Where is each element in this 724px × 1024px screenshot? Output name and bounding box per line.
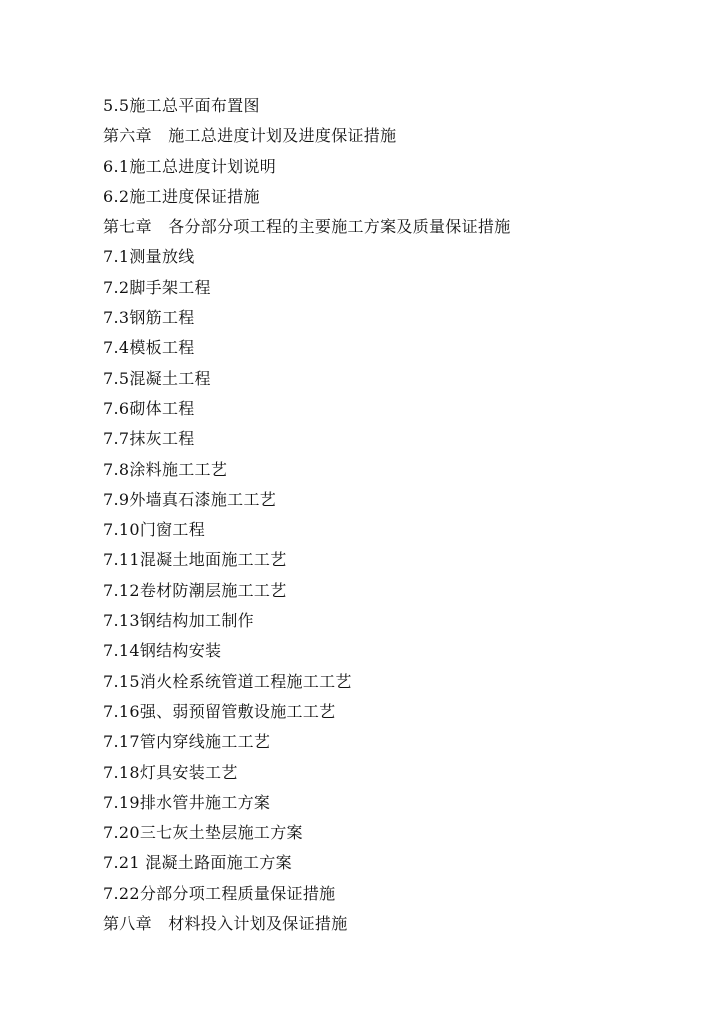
toc-entry-7-5: 7.5混凝土工程 <box>103 368 211 388</box>
toc-entry-6-2: 6.2施工进度保证措施 <box>103 186 260 206</box>
toc-entry-7-16: 7.16强、弱预留管敷设施工工艺 <box>103 701 336 721</box>
toc-entry-7-11: 7.11混凝土地面施工工艺 <box>103 550 287 570</box>
toc-entry-7-2: 7.2脚手架工程 <box>103 277 211 297</box>
toc-entry-7-9: 7.9外墙真石漆施工工艺 <box>103 489 277 509</box>
table-of-contents <box>103 91 683 939</box>
toc-chapter-6: 第六章 施工总进度计划及进度保证措施 <box>103 126 397 146</box>
toc-entry-7-17: 7.17管内穿线施工工艺 <box>103 732 271 752</box>
toc-entry-7-19: 7.19排水管井施工方案 <box>103 792 271 812</box>
toc-entry-7-6: 7.6砌体工程 <box>103 398 195 418</box>
toc-entry-7-22: 7.22分部分项工程质量保证措施 <box>103 883 336 903</box>
toc-entry-7-20: 7.20三七灰土垫层施工方案 <box>103 823 303 843</box>
toc-entry-7-21: 7.21 混凝土路面施工方案 <box>103 853 292 873</box>
toc-entry-7-15: 7.15消火栓系统管道工程施工工艺 <box>103 671 352 691</box>
toc-entry-7-4: 7.4模板工程 <box>103 338 195 358</box>
toc-entry-7-12: 7.12卷材防潮层施工工艺 <box>103 580 287 600</box>
toc-chapter-8: 第八章 材料投入计划及保证措施 <box>103 914 348 934</box>
toc-entry-7-1: 7.1测量放线 <box>103 247 195 267</box>
toc-entry-6-1: 6.1施工总进度计划说明 <box>103 156 277 176</box>
toc-entry-7-8: 7.8涂料施工工艺 <box>103 459 228 479</box>
toc-entry-5-5: 5.5施工总平面布置图 <box>103 96 260 115</box>
toc-entry-7-13: 7.13钢结构加工制作 <box>103 611 254 631</box>
toc-entry-7-3: 7.3钢筋工程 <box>103 308 195 328</box>
toc-entry-7-7: 7.7抹灰工程 <box>103 429 195 449</box>
toc-entry-7-18: 7.18灯具安装工艺 <box>103 762 238 782</box>
toc-chapter-7: 第七章 各分部分项工程的主要施工方案及质量保证措施 <box>103 217 511 237</box>
toc-entry-7-10: 7.10门窗工程 <box>103 520 206 540</box>
toc-entry-7-14: 7.14钢结构安装 <box>103 641 222 661</box>
